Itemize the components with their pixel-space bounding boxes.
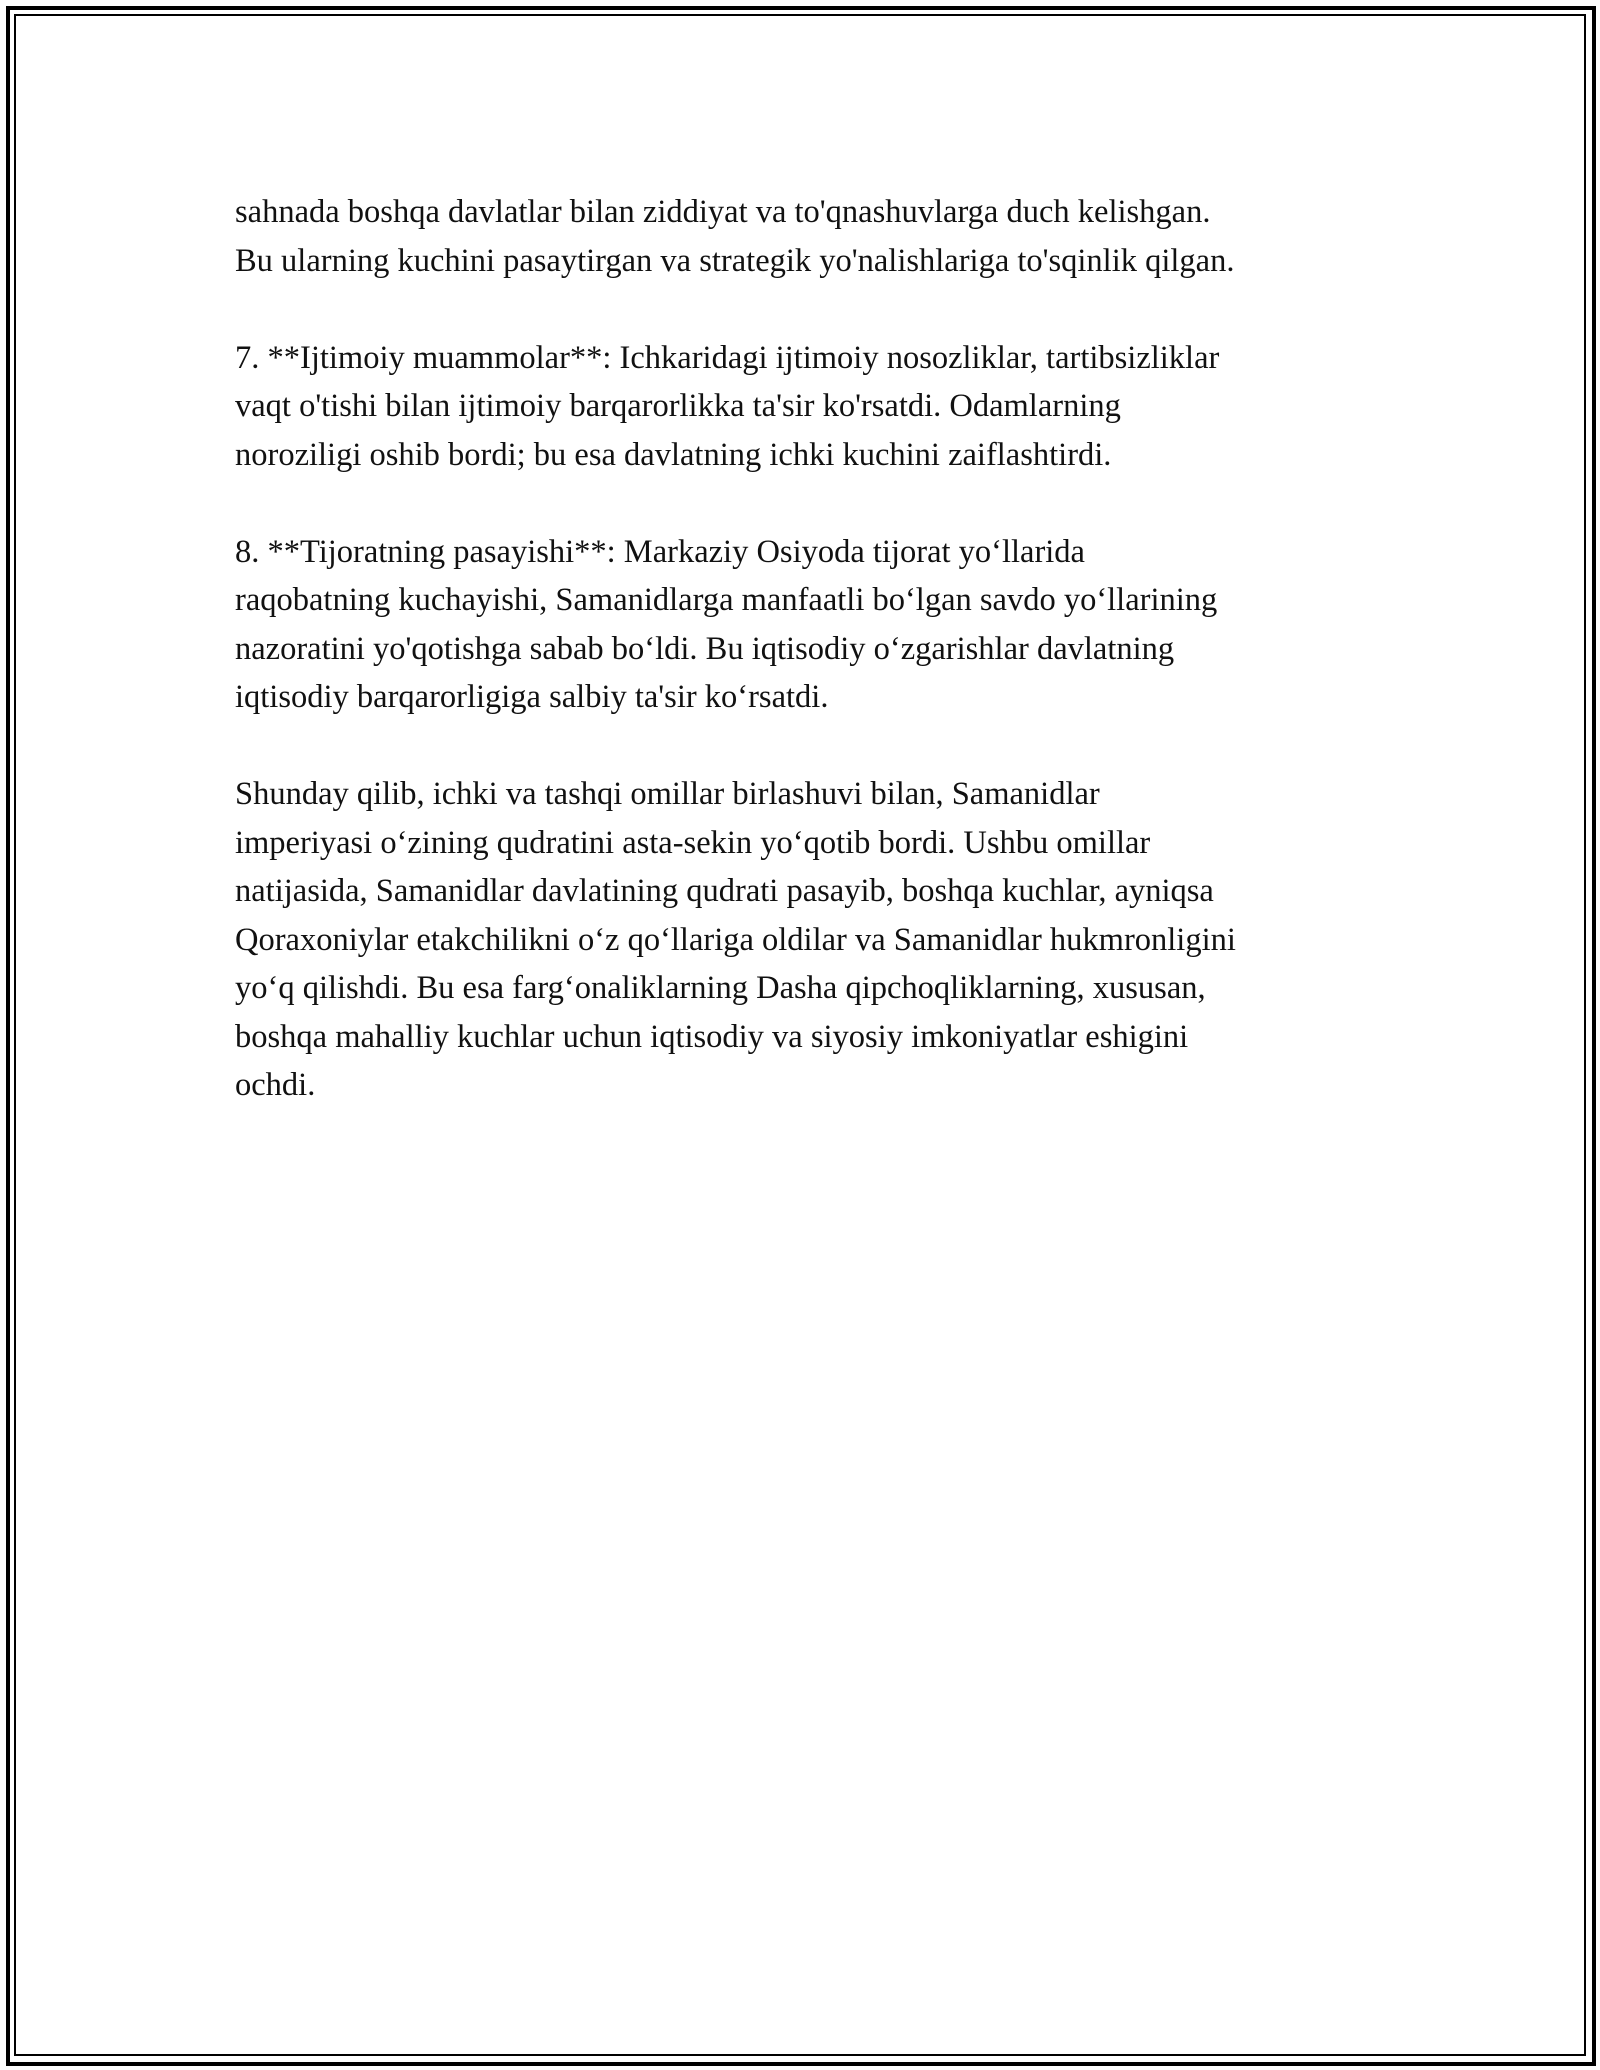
text-line: raqobatning kuchayishi, Samanidlarga manfaatli bo‘lgan savdo yo‘llarining	[235, 582, 1218, 618]
text-line: yo‘q qilishdi. Bu esa farg‘onaliklarning Dasha qipchoqliklarning, xususan,	[235, 970, 1206, 1006]
text-line: natijasida, Samanidlar davlatining qudrati pasayib, boshqa kuchlar, ayniqsa	[235, 873, 1214, 909]
paragraph-conclusion	[235, 770, 1375, 1110]
text-line: Qoraxoniylar etakchilikni o‘z qo‘llariga oldilar va Samanidlar hukmronligini	[235, 921, 1236, 958]
text-line: vaqt o'tishi bilan ijtimoiy barqarorlikka ta'sir ko'rsatdi. Odamlarning	[235, 388, 1121, 424]
text-line: Shunday qilib, ichki va tashqi omillar birlashuvi bilan, Samanidlar	[235, 776, 1100, 812]
text-line: Bu ularning kuchini pasaytirgan va strategik yo'nalishlariga to'sqinlik qilgan.	[235, 242, 1235, 279]
text-line: 7. **Ijtimoiy muammolar**: Ichkaridagi ijtimoiy nosozliklar, tartibsizliklar	[235, 339, 1220, 376]
text-line: boshqa mahalliy kuchlar uchun iqtisodiy va siyosiy imkoniyatlar eshigini	[235, 1018, 1189, 1055]
paragraph-trade-decline	[235, 528, 1375, 722]
text-line: iqtisodiy barqarorligiga salbiy ta'sir ko‘rsatdi.	[235, 679, 829, 715]
document-body	[235, 188, 1375, 1158]
text-line: ochdi.	[235, 1067, 316, 1103]
text-line: sahnada boshqa davlatlar bilan ziddiyat va to'qnashuvlarga duch kelishgan.	[235, 194, 1211, 230]
paragraph-social-problems	[235, 334, 1375, 480]
text-line: noroziligi oshib bordi; bu esa davlatning ichki kuchini zaiflashtirdi.	[235, 436, 1112, 473]
text-line: nazoratini yo'qotishga sabab bo‘ldi. Bu iqtisodiy o‘zgarishlar davlatning	[235, 630, 1175, 667]
paragraph-conflicts-continuation	[235, 188, 1375, 285]
text-line: 8. **Tijoratning pasayishi**: Markaziy Osiyoda tijorat yo‘llarida	[235, 533, 1085, 570]
text-line: imperiyasi o‘zining qudratini asta-sekin yo‘qotib bordi. Ushbu omillar	[235, 824, 1151, 861]
